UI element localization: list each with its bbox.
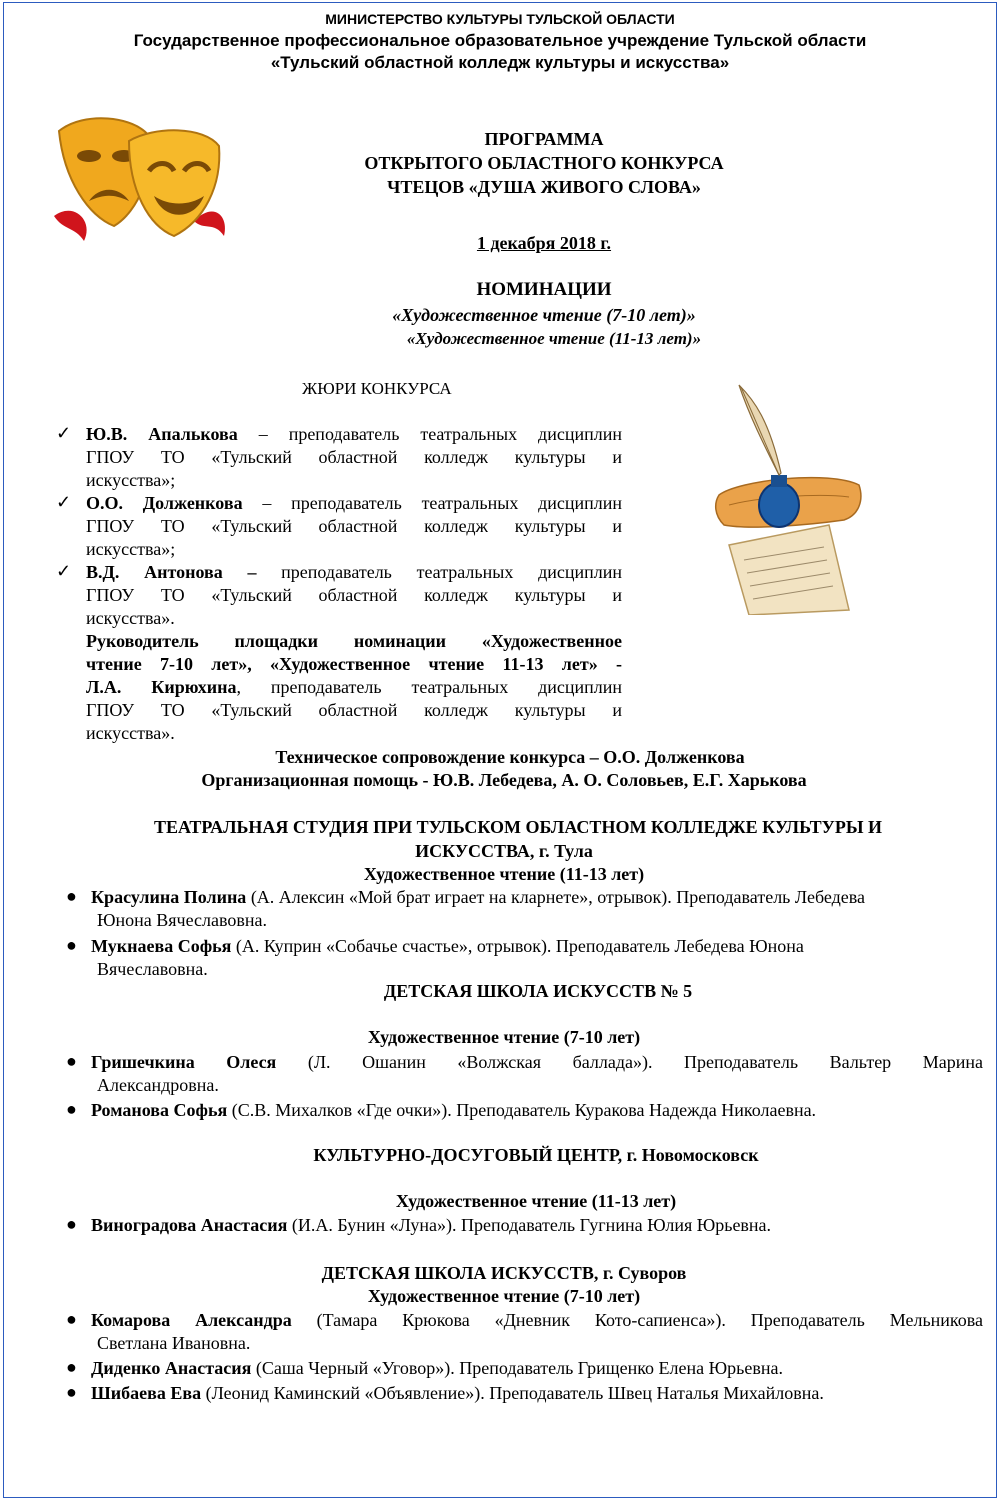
jury-member-name: В.Д. Антонова – [86,562,257,582]
institution-line: Государственное профессиональное образовательное учреждение Тульской области [133,31,867,50]
jury-member-3 [86,561,622,630]
section-title: ДЕТСКАЯ ШКОЛА ИСКУССТВ, г. Суворов [321,1263,687,1283]
bullet-icon: ● [66,1099,77,1119]
contest-title: ОТКРЫТОГО ОБЛАСТНОГО КОНКУРСА [364,153,724,173]
participant-name: Диденко Анастасия [91,1358,252,1378]
participant-details: (И.А. Бунин «Луна»). Преподаватель Гугнина Юлия Юрьевна. [287,1215,772,1235]
section-category: Художественное чтение (7-10 лет) [367,1027,641,1047]
participant-details: (А. Алексин «Мой брат играет на кларнете», отрывок). Преподаватель Лебедева [246,887,866,907]
jury-member-1 [86,423,622,492]
section-title: КУЛЬТУРНО-ДОСУГОВЫЙ ЦЕНТР, г. Новомосковск [313,1145,759,1165]
participant-details: (С.В. Михалков «Где очки»). Преподаватель Куракова Надежда Николаевна. [227,1100,817,1120]
participant-entry [91,1357,983,1380]
jury-member-role: преподаватель театральных дисциплин [256,562,622,582]
nomination-7-10: «Художественное чтение (7-10 лет)» [392,305,696,325]
participant-details: (Саша Черный «Уговор»). Преподаватель Грищенко Елена Юрьевна. [251,1358,783,1378]
program-title: ПРОГРАММА [484,129,604,149]
section-title-cont: ИСКУССТВА, г. Тула [415,841,593,861]
bullet-icon: ● [66,886,77,906]
section-category: Художественное чтение (7-10 лет) [367,1286,641,1306]
participant-entry [91,1099,983,1122]
check-icon: ✓ [56,423,72,443]
participant-name: Виноградова Анастасия [91,1215,288,1235]
participant-entry [91,935,983,981]
jury-member-role: – преподаватель театральных дисциплин [237,424,622,444]
participant-name: Красулина Полина [91,887,247,907]
bullet-icon: ● [66,1214,77,1234]
participant-details: (А. Куприн «Собачье счастье», отрывок). Преподаватель Лебедева Юнона [231,936,804,956]
participant-name: Романова Софья [91,1100,228,1120]
participant-details: (Л. Ошанин «Волжская баллада»). Преподаватель Вальтер Марина [276,1052,983,1072]
event-date: 1 декабря 2018 г. [476,233,612,253]
participant-entry [91,1051,983,1097]
jury-member-name: О.О. Долженкова [86,493,243,513]
section-title: ДЕТСКАЯ ШКОЛА ИСКУССТВ № 5 [383,981,693,1001]
jury-member-org-end: искусства». [86,608,175,628]
college-line: «Тульский областной колледж культуры и искусства» [270,53,730,72]
jury-member-role: – преподаватель театральных дисциплин [242,493,622,513]
contest-name: ЧТЕЦОВ «ДУША ЖИВОГО СЛОВА» [387,177,701,197]
venue-head [86,630,622,745]
jury-member-2 [86,492,622,561]
organizational-help: Организационная помощь - Ю.В. Лебедева, А. О. Соловьев, Е.Г. Харькова [201,770,807,790]
nominations-heading: НОМИНАЦИИ [476,279,612,300]
bullet-icon: ● [66,935,77,955]
jury-member-org: ГПОУ ТО «Тульский областной колледж культуры и [86,447,622,467]
bullet-icon: ● [66,1357,77,1377]
venue-head-org: ГПОУ ТО «Тульский областной колледж культуры и [86,700,622,720]
participant-entry [91,1214,983,1237]
jury-member-org: ГПОУ ТО «Тульский областной колледж культуры и [86,516,622,536]
venue-head-org-end: искусства». [86,723,175,743]
jury-member-org-end: искусства»; [86,470,176,490]
participant-entry [91,1382,983,1405]
quill-inkwell-icon [709,375,869,615]
ministry-line: МИНИСТЕРСТВО КУЛЬТУРЫ ТУЛЬСКОЙ ОБЛАСТИ [325,11,675,27]
participant-entry [91,1309,983,1355]
theatre-masks-icon [44,101,234,251]
check-icon: ✓ [56,561,72,581]
venue-head-line2: чтение 7-10 лет», «Художественное чтение 11-13 лет» - [86,654,622,674]
bullet-icon: ● [66,1051,77,1071]
jury-heading: ЖЮРИ КОНКУРСА [302,379,452,398]
venue-head-role: , преподаватель театральных дисциплин [236,677,622,697]
participant-details-cont: Юнона Вячеславовна. [97,910,267,930]
participant-details-cont: Вячеславовна. [97,959,208,979]
venue-head-line1: Руководитель площадки номинации «Художественное [86,631,622,651]
participant-details: (Тамара Крюкова «Дневник Кото-сапиенса»). Преподаватель Мельникова [291,1310,983,1330]
check-icon: ✓ [56,492,72,512]
jury-member-org: ГПОУ ТО «Тульский областной колледж культуры и [86,585,622,605]
participant-name: Гришечкина Олеся [91,1052,277,1072]
nomination-11-13: «Художественное чтение (11-13 лет)» [406,329,702,348]
participant-details: (Леонид Каминский «Объявление»). Преподаватель Швец Наталья Михайловна. [201,1383,824,1403]
document-page [3,2,997,1498]
participant-name: Мукнаева Софья [91,936,232,956]
participant-details-cont: Александровна. [97,1075,219,1095]
section-title: ТЕАТРАЛЬНАЯ СТУДИЯ ПРИ ТУЛЬСКОМ ОБЛАСТНОМ КОЛЛЕДЖЕ КУЛЬТУРЫ И [153,817,883,837]
jury-member-org-end: искусства»; [86,539,176,559]
jury-member-name: Ю.В. Апалькова [86,424,238,444]
bullet-icon: ● [66,1309,77,1329]
participant-details-cont: Светлана Ивановна. [97,1333,251,1353]
venue-head-name: Л.А. Кирюхина [86,677,237,697]
section-category: Художественное чтение (11-13 лет) [363,864,645,884]
technical-support: Техническое сопровождение конкурса – О.О. Долженкова [275,747,745,767]
participant-name: Шибаева Ева [91,1383,202,1403]
bullet-icon: ● [66,1382,77,1402]
participant-entry [91,886,983,932]
participant-name: Комарова Александра [91,1310,292,1330]
section-category: Художественное чтение (11-13 лет) [395,1191,677,1211]
